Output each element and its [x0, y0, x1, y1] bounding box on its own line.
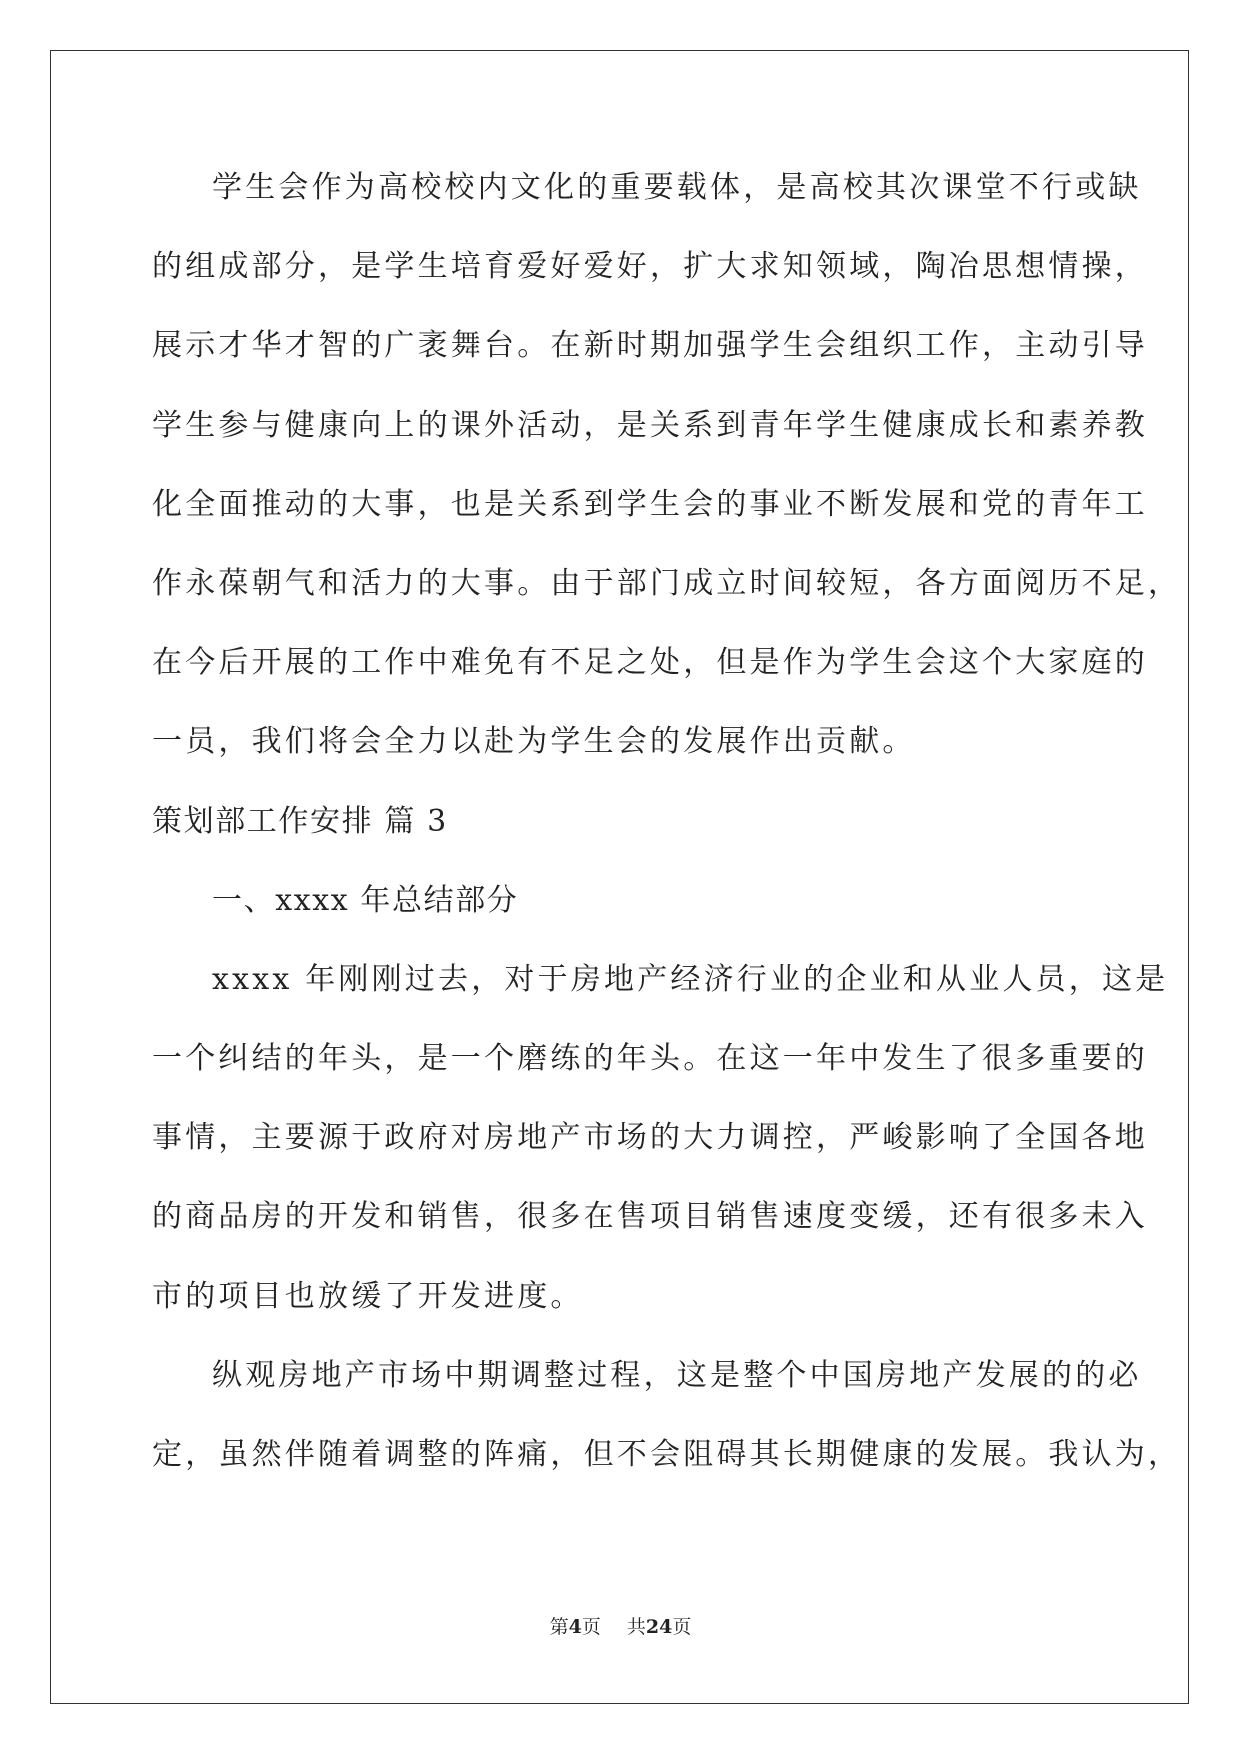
paragraph-line: 纵观房地产市场中期调整过程，这是整个中国房地产发展的的必: [212, 1357, 1142, 1393]
total-pages: 24: [645, 1616, 673, 1638]
total-prefix: 共: [626, 1616, 646, 1638]
page-number: 4: [568, 1616, 582, 1638]
paragraph-line: 定，虽然伴随着调整的阵痛，但不会阻碍其长期健康的发展。我认为，: [152, 1437, 1182, 1472]
document-body: [152, 168, 1182, 1514]
paragraph-line: xxxx 年刚刚过去，对于房地产经济行业的企业和从业人员，这是: [212, 961, 1169, 997]
paragraph-line: 在今后开展的工作中难免有不足之处，但是作为学生会这个大家庭的: [152, 645, 1148, 681]
page-suffix: 页: [581, 1616, 601, 1638]
paragraph-line: 的商品房的开发和销售，很多在售项目销售速度变缓，还有很多未入: [152, 1199, 1148, 1235]
subsection-heading: 一、xxxx 年总结部分: [212, 882, 519, 918]
paragraph-line: 展示才华才智的广袤舞台。在新时期加强学生会组织工作，主动引导: [152, 328, 1148, 364]
paragraph-line: 的组成部分，是学生培育爱好爱好，扩大求知领域，陶冶思想情操，: [152, 249, 1148, 285]
paragraph-line: 作永葆朝气和活力的大事。由于部门成立时间较短，各方面阅历不足，: [152, 565, 1182, 601]
total-suffix: 页: [672, 1616, 692, 1638]
paragraph-line: 学生参与健康向上的课外活动，是关系到青年学生健康成长和素养教: [152, 407, 1148, 443]
paragraph-line: 化全面推动的大事，也是关系到学生会的事业不断发展和党的青年工: [152, 486, 1148, 522]
page-footer: [0, 1616, 1241, 1638]
paragraph-line: 一个纠结的年头，是一个磨练的年头。在这一年中发生了很多重要的: [152, 1041, 1148, 1077]
paragraph-line: 市的项目也放缓了开发进度。: [152, 1278, 584, 1314]
section-heading: 策划部工作安排 篇 3: [152, 803, 448, 839]
paragraph-line: 学生会作为高校校内文化的重要载体，是高校其次课堂不行或缺: [212, 170, 1142, 205]
page-prefix: 第: [549, 1616, 569, 1638]
paragraph-line: 一员，我们将会全力以赴为学生会的发展作出贡献。: [152, 724, 916, 760]
paragraph-line: 事情，主要源于政府对房地产市场的大力调控，严峻影响了全国各地: [152, 1120, 1148, 1156]
